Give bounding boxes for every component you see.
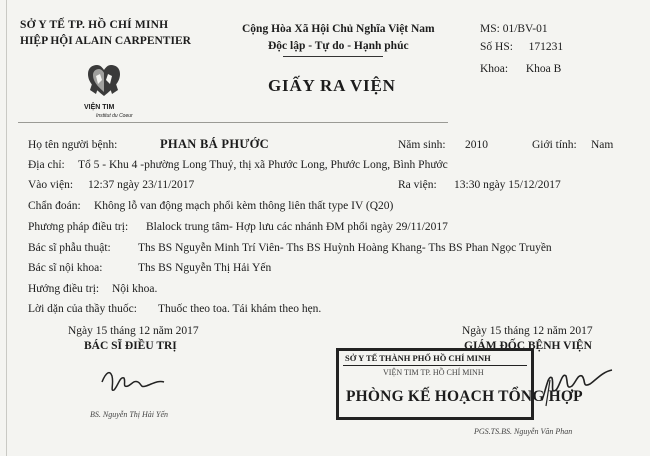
advice-value: Thuốc theo toa. Tái khám theo hẹn. (158, 303, 322, 315)
diagnosis-value: Không lỗ van động mạch phổi kèm thông liên thất type IV (Q20) (94, 200, 394, 212)
right-sign-title: GIÁM ĐỐC BỆNH VIỆN (464, 340, 592, 352)
birth-year-label: Năm sinh: (398, 139, 446, 151)
left-printed-name: BS. Nguyễn Thị Hải Yến (90, 410, 168, 419)
patient-name-value: PHAN BÁ PHƯỚC (160, 137, 269, 151)
org-line-1: SỞ Y TẾ TP. HỒ CHÍ MINH (20, 19, 169, 31)
department (480, 62, 561, 76)
stamp-rule (343, 365, 527, 366)
nation-title: Cộng Hòa Xã Hội Chủ Nghĩa Việt Nam (242, 23, 435, 35)
sex-value: Nam (591, 139, 614, 151)
nation-motto: Độc lập - Tự do - Hạnh phúc (268, 40, 409, 52)
stamp-line-2: VIỆN TIM TP. HỒ CHÍ MINH (383, 368, 484, 377)
left-handwritten-signature-icon (98, 362, 168, 402)
surgeon-label: Bác sĩ phẫu thuật: (28, 242, 111, 254)
record-number (480, 40, 563, 54)
motto-underline (283, 56, 383, 57)
discharge-label: Ra viện: (398, 179, 437, 191)
stamp-line-1: SỞ Y TẾ THÀNH PHỐ HỒ CHÍ MINH (345, 353, 491, 363)
stamp-line-3: PHÒNG KẾ HOẠCH TỔNG HỢP (346, 388, 583, 405)
physician-value: Ths BS Nguyễn Thị Hải Yến (138, 262, 272, 274)
record-number-value: 171231 (528, 41, 564, 53)
left-sign-title: BÁC SĨ ĐIỀU TRỊ (84, 340, 177, 352)
document-title: GIẤY RA VIỆN (268, 76, 396, 95)
record-number-label: Số HS: (480, 41, 513, 53)
right-handwritten-signature-icon (536, 360, 616, 410)
patient-name-label: Họ tên người bệnh: (28, 139, 118, 151)
right-sign-date: Ngày 15 tháng 12 năm 2017 (462, 325, 593, 337)
admission-label: Vào viện: (28, 179, 74, 191)
heart-hands-logo-icon (86, 62, 122, 100)
address-value: Tổ 5 - Khu 4 -phường Long Thuỷ, thị xã Phước Long, Phước Long, Bình Phước (78, 159, 448, 171)
treatment-method-label: Phương pháp điều trị: (28, 221, 129, 233)
logo-subcaption: Institut du Coeur (96, 113, 133, 119)
birth-year-value: 2010 (465, 139, 488, 151)
logo-caption: VIỆN TIM (84, 104, 115, 111)
advice-label: Lời dặn của thầy thuốc: (28, 303, 137, 315)
address-label: Địa chỉ: (28, 159, 65, 171)
discharge-value: 13:30 ngày 15/12/2017 (454, 179, 561, 191)
surgeon-value: Ths BS Nguyễn Minh Trí Viên- Ths BS Huỳnh Hoàng Khang- Ths BS Phan Ngọc Truyền (138, 242, 552, 254)
org-line-2: HIỆP HỘI ALAIN CARPENTIER (20, 35, 191, 47)
direction-value: Nội khoa. (112, 283, 158, 295)
sex-label: Giới tính: (532, 139, 577, 151)
header-divider (18, 122, 448, 123)
left-sign-date: Ngày 15 tháng 12 năm 2017 (68, 325, 199, 337)
department-value: Khoa B (525, 63, 562, 75)
right-printed-name: PGS.TS.BS. Nguyễn Văn Phan (474, 427, 573, 436)
direction-label: Hướng điều trị: (28, 283, 100, 295)
department-stamp (336, 348, 583, 420)
admission-value: 12:37 ngày 23/11/2017 (88, 179, 195, 191)
treatment-method-value: Blalock trung tâm- Hợp lưu các nhánh ĐM phổi ngày 29/11/2017 (146, 221, 448, 233)
diagnosis-label: Chẩn đoán: (28, 200, 81, 212)
department-label: Khoa: (480, 63, 509, 75)
physician-label: Bác sĩ nội khoa: (28, 262, 103, 274)
form-code: MS: 01/BV-01 (480, 23, 548, 35)
